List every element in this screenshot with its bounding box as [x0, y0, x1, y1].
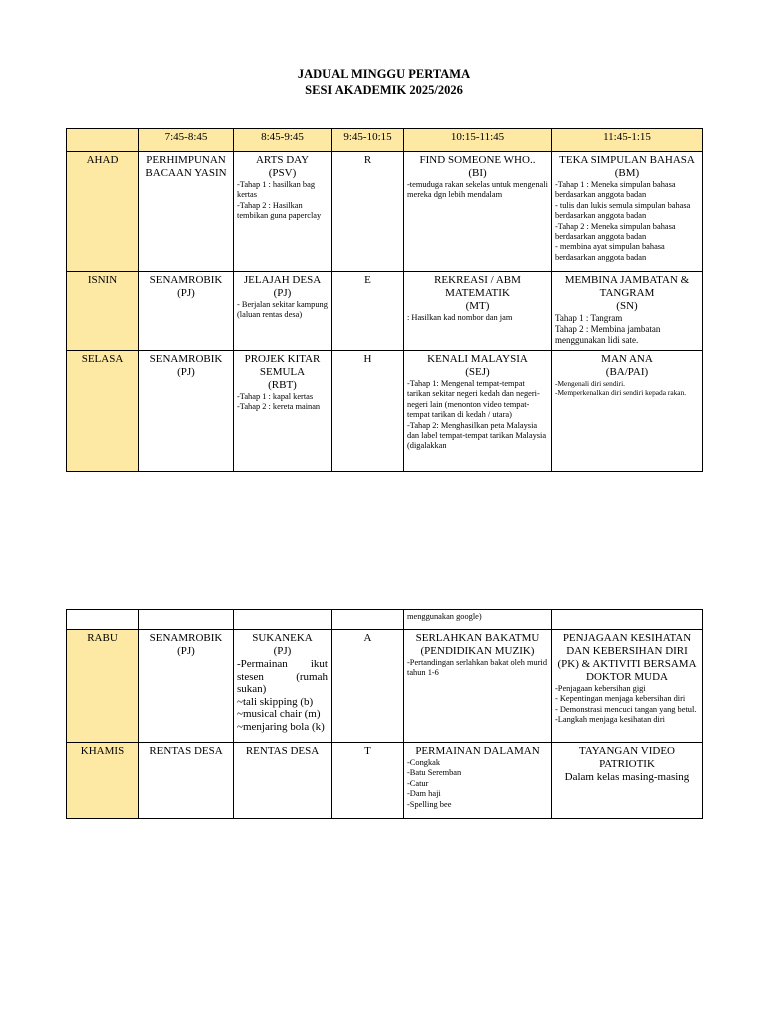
row-continuation	[67, 610, 703, 630]
row-isnin	[67, 272, 703, 351]
activity-detail: : Hasilkan kad nombor dan jam	[407, 313, 513, 322]
activity-detail: -Spelling bee	[407, 799, 452, 809]
activity-detail: -Tahap 2 : Hasilkan tembikan guna paperclay	[237, 200, 322, 221]
header-cell-slot-2: 8:45-9:45	[234, 129, 332, 152]
cell-khamis-slot-5	[552, 743, 703, 819]
activity-title: TAYANGAN VIDEO PATRIOTIK	[579, 745, 675, 770]
activity-detail: -Tahap 1 : hasilkan bag kertas	[237, 180, 316, 200]
subject-code: (PJ)	[177, 366, 195, 378]
subject-code: (SN)	[616, 300, 638, 312]
activity-title: MEMBINA JAMBATAN & TANGRAM	[564, 274, 690, 299]
activity-note: Dalam kelas masing-masing	[564, 771, 690, 783]
activity-title: SUKANEKA	[252, 632, 313, 644]
row-selasa	[67, 351, 703, 472]
subject-code: (PJ)	[273, 287, 292, 299]
activity-detail: -Tahap 2 : kereta mainan	[237, 402, 321, 412]
recess-letter: A	[363, 632, 372, 644]
header-cell-empty	[67, 129, 139, 152]
activity-detail: -Tahap 1 : Meneka simpulan bahasa berdasarkan anggota badan	[555, 180, 676, 200]
schedule-table-page-1	[66, 128, 703, 472]
document-title	[0, 66, 768, 98]
activity-title: SERLAHKAN BAKATMU	[415, 632, 540, 644]
subject-code: (PJ)	[177, 645, 195, 657]
cell-selasa-slot-1	[139, 351, 234, 472]
schedule-table-page-2	[66, 609, 703, 819]
activity-title: TEKA SIMPULAN BAHASA	[559, 154, 695, 166]
activity-detail: - Kepentingan menjaga kebersihan diri	[555, 694, 686, 704]
subject-code: (RBT)	[268, 379, 297, 391]
cell-khamis-slot-3	[332, 743, 404, 819]
activity-detail: -Tahap 1: Mengenal tempat-tempat tarikan sekitar negeri kedah dan negeri-negeri lain (menonton video tempat-tempat tarikan di kedah / utara)	[407, 379, 540, 420]
cell-selasa-slot-3	[332, 351, 404, 472]
recess-letter: E	[364, 274, 371, 286]
cell-khamis-slot-1	[139, 743, 234, 819]
cell-rabu-slot-1	[139, 630, 234, 743]
activity-title: KENALI MALAYSIA	[427, 353, 528, 365]
cell-ahad-slot-3	[332, 152, 404, 272]
cell-rabu-slot-4	[404, 630, 552, 743]
activity-detail: -Batu Seremban	[407, 768, 462, 778]
activity-detail: - tulis dan lukis semula simpulan bahasa berdasarkan anggota badan	[555, 200, 691, 221]
cell-khamis-slot-4	[404, 743, 552, 819]
activity-detail: ~menjaring bola (k)	[237, 720, 325, 733]
cell-khamis-slot-2	[234, 743, 332, 819]
cell-selasa-slot-2	[234, 351, 332, 472]
subject-code: (PENDIDIKAN MUZIK)	[420, 645, 535, 657]
subject-code: (PSV)	[268, 167, 297, 179]
subject-code: (PJ)	[273, 645, 292, 657]
activity-detail: Tahap 1 : Tangram	[555, 313, 623, 323]
activity-detail: -Tahap 2: Menghasilkan peta Malaysia dan label tempat-tempat tarikan Malaysia (digalakkan	[407, 420, 547, 451]
continuation-cell-empty	[67, 610, 139, 630]
activity-title: REKREASI / ABM MATEMATIK	[434, 274, 521, 299]
day-cell-selasa: SELASA	[67, 351, 139, 472]
cell-rabu-slot-3	[332, 630, 404, 743]
activity-title: ARTS DAY	[255, 154, 310, 166]
activity-title: MAN ANA	[601, 353, 653, 365]
header-cell-slot-1: 7:45-8:45	[139, 129, 234, 152]
subject-code: (PJ)	[177, 287, 195, 299]
cell-selasa-slot-4	[404, 351, 552, 472]
day-cell-isnin: ISNIN	[67, 272, 139, 351]
recess-letter: R	[363, 154, 372, 166]
cell-rabu-slot-2	[234, 630, 332, 743]
day-cell-khamis: KHAMIS	[67, 743, 139, 819]
activity-detail: ~musical chair (m)	[237, 708, 321, 720]
row-khamis	[67, 743, 703, 819]
activity-detail: - Berjalan sekitar kampung (laluan rentas desa)	[237, 300, 328, 320]
cell-isnin-slot-4	[404, 272, 552, 351]
continuation-cell-empty	[552, 610, 703, 630]
activity-detail: -Congkak	[407, 758, 441, 767]
day-cell-rabu: RABU	[67, 630, 139, 743]
activity-detail: -Tahap 2 : Meneka simpulan bahasa berdasarkan anggota badan	[555, 221, 676, 242]
cell-isnin-slot-1	[139, 272, 234, 351]
cell-selasa-slot-5	[552, 351, 703, 472]
activity-detail: -Catur	[407, 778, 429, 788]
continuation-cell-empty	[234, 610, 332, 630]
activity-title: SENAMROBIK	[149, 274, 223, 286]
activity-detail: -Tahap 1 : kapal kertas	[237, 392, 314, 401]
row-rabu	[67, 630, 703, 743]
cell-ahad-slot-2	[234, 152, 332, 272]
activity-detail: Tahap 2 : Membina jambatan menggunakan lidi sate.	[555, 324, 661, 345]
activity-detail: -Langkah menjaga kesihatan diri	[555, 715, 665, 725]
subject-code: (SEJ)	[465, 366, 490, 378]
activity-title: RENTAS DESA	[245, 745, 320, 757]
title-line-1: JADUAL MINGGU PERTAMA	[297, 67, 471, 81]
activity-detail: - membina ayat simpulan bahasa berdasarkan anggota badan	[555, 242, 665, 262]
activity-detail: - Demonstrasi mencuci tangan yang betul.	[555, 704, 697, 714]
cell-ahad-slot-1	[139, 152, 234, 272]
activity-detail: menggunakan google)	[407, 612, 482, 621]
day-cell-ahad: AHAD	[67, 152, 139, 272]
activity-title: PENJAGAAN KESIHATAN DAN KEBERSIHAN DIRI (PK) & AKTIVITI BERSAMA DOKTOR MUDA	[557, 632, 697, 683]
activity-detail: -Permainan ikut stesen (rumah sukan)	[237, 658, 328, 695]
header-cell-slot-5: 11:45-1:15	[552, 129, 703, 152]
title-line-2: SESI AKADEMIK 2025/2026	[305, 83, 463, 97]
activity-detail: -temuduga rakan sekelas untuk mengenali mereka dgn lebih mendalam	[407, 180, 548, 200]
header-cell-slot-3: 9:45-10:15	[332, 129, 404, 152]
cell-isnin-slot-2	[234, 272, 332, 351]
subject-code: (BM)	[614, 167, 640, 179]
activity-detail: -Memperkenalkan diri sendiri kepada rakan.	[555, 388, 687, 398]
activity-detail: -Mengenali diri sendiri.	[555, 379, 625, 388]
activity-title: SENAMROBIK	[149, 632, 223, 644]
recess-letter: H	[363, 353, 372, 365]
cell-isnin-slot-3	[332, 272, 404, 351]
activity-detail: -Pertandingan serlahkan bakat oleh murid tahun 1-6	[407, 658, 548, 678]
activity-title: PROJEK KITAR SEMULA	[244, 353, 321, 378]
activity-title: PERHIMPUNAN BACAAN YASIN	[145, 154, 227, 179]
activity-detail: ~tali skipping (b)	[237, 695, 314, 708]
subject-code: (MT)	[465, 300, 490, 312]
activity-title: FIND SOMEONE WHO..	[419, 154, 536, 166]
cell-ahad-slot-5	[552, 152, 703, 272]
activity-detail: -Penjagaan kebersihan gigi	[555, 684, 646, 693]
activity-title: SENAMROBIK	[149, 353, 223, 365]
activity-detail: -Dam haji	[407, 789, 441, 799]
continuation-cell-empty	[139, 610, 234, 630]
cell-ahad-slot-4	[404, 152, 552, 272]
activity-title: PERMAINAN DALAMAN	[415, 745, 540, 757]
row-ahad	[67, 152, 703, 272]
subject-code: (BA/PAI)	[605, 366, 649, 378]
continuation-cell-slot-4	[404, 610, 552, 630]
subject-code: (BI)	[468, 167, 487, 179]
continuation-cell-empty	[332, 610, 404, 630]
cell-rabu-slot-5	[552, 630, 703, 743]
header-row	[67, 129, 703, 152]
activity-title: JELAJAH DESA	[243, 274, 322, 286]
recess-letter: T	[364, 745, 371, 757]
header-cell-slot-4: 10:15-11:45	[404, 129, 552, 152]
cell-isnin-slot-5	[552, 272, 703, 351]
activity-title: RENTAS DESA	[149, 745, 223, 757]
